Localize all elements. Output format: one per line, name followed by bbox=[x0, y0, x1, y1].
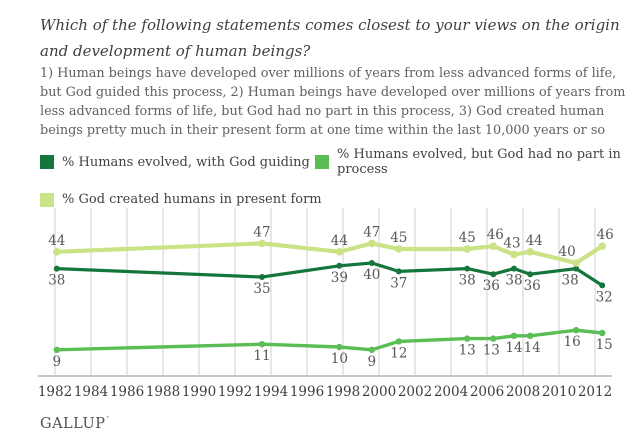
svg-text:35: 35 bbox=[253, 281, 271, 297]
svg-text:1998: 1998 bbox=[325, 384, 361, 400]
svg-text:47: 47 bbox=[363, 224, 381, 241]
gallup-logo bbox=[40, 415, 110, 432]
svg-text:38: 38 bbox=[48, 272, 66, 289]
gallup-wordmark: GALLUP bbox=[40, 415, 106, 432]
svg-text:13: 13 bbox=[482, 342, 500, 359]
svg-text:44: 44 bbox=[48, 232, 66, 249]
legend-swatch-dark-green-icon bbox=[40, 155, 54, 169]
svg-text:2012: 2012 bbox=[577, 384, 613, 400]
poll-question-description: 1) Human beings have developed over millions of years from less advanced forms of life, but God guided this process, 2) Human beings have developed over millions of years from less advanced forms of life, but God had no part in this process, 3) God created human beings pretty much in their present form at one time within the last 10,000 years or so bbox=[40, 66, 626, 138]
svg-text:2010: 2010 bbox=[541, 384, 577, 400]
svg-text:1990: 1990 bbox=[181, 384, 217, 400]
svg-text:40: 40 bbox=[363, 267, 381, 283]
svg-text:38: 38 bbox=[505, 272, 523, 289]
legend-item-evolved-no-god bbox=[315, 147, 632, 177]
legend-label: % Humans evolved, but God had no part in process bbox=[337, 147, 621, 177]
svg-text:2002: 2002 bbox=[397, 384, 433, 400]
svg-text:2000: 2000 bbox=[361, 384, 397, 400]
svg-text:1984: 1984 bbox=[73, 384, 109, 400]
svg-text:1996: 1996 bbox=[289, 384, 325, 400]
svg-text:10: 10 bbox=[330, 351, 348, 367]
svg-text:1994: 1994 bbox=[253, 384, 289, 400]
svg-text:2008: 2008 bbox=[505, 384, 541, 400]
svg-text:46: 46 bbox=[486, 227, 504, 244]
svg-text:14: 14 bbox=[505, 339, 523, 356]
legend-item-evolved-god-guiding bbox=[40, 147, 315, 177]
svg-text:1986: 1986 bbox=[109, 384, 145, 400]
legend-label: % God created humans in present form bbox=[62, 192, 322, 207]
poll-question-title: Which of the following statements comes closest to your views on the origin and development of human beings? bbox=[40, 16, 620, 60]
svg-text:1988: 1988 bbox=[145, 384, 181, 400]
svg-text:9: 9 bbox=[367, 353, 377, 370]
legend-label: % Humans evolved, with God guiding bbox=[62, 154, 310, 170]
svg-text:38: 38 bbox=[561, 272, 579, 289]
svg-text:2006: 2006 bbox=[469, 384, 505, 400]
svg-text:47: 47 bbox=[253, 224, 271, 241]
chart-legend bbox=[40, 147, 632, 207]
trend-line-chart bbox=[0, 200, 640, 412]
svg-text:45: 45 bbox=[458, 230, 476, 246]
svg-text:44: 44 bbox=[525, 232, 543, 249]
svg-text:9: 9 bbox=[52, 353, 62, 370]
trademark-mark: ’ bbox=[106, 415, 110, 424]
svg-text:44: 44 bbox=[330, 232, 348, 249]
svg-text:40: 40 bbox=[558, 244, 576, 260]
svg-text:11: 11 bbox=[253, 348, 271, 365]
svg-text:36: 36 bbox=[482, 278, 500, 295]
svg-text:37: 37 bbox=[390, 275, 408, 292]
svg-text:1992: 1992 bbox=[217, 384, 253, 400]
svg-text:2004: 2004 bbox=[433, 384, 469, 400]
svg-text:13: 13 bbox=[458, 342, 476, 359]
svg-text:39: 39 bbox=[330, 269, 348, 286]
svg-text:43: 43 bbox=[503, 235, 521, 252]
legend-swatch-medium-green-icon bbox=[315, 155, 329, 169]
svg-text:14: 14 bbox=[523, 339, 541, 356]
svg-text:15: 15 bbox=[595, 337, 613, 353]
svg-text:16: 16 bbox=[563, 334, 581, 351]
svg-text:46: 46 bbox=[596, 227, 614, 244]
svg-text:32: 32 bbox=[595, 289, 613, 306]
svg-text:12: 12 bbox=[390, 345, 408, 362]
svg-text:38: 38 bbox=[458, 272, 476, 289]
svg-text:45: 45 bbox=[390, 230, 408, 246]
svg-text:1982: 1982 bbox=[37, 384, 73, 400]
svg-text:36: 36 bbox=[523, 278, 541, 295]
